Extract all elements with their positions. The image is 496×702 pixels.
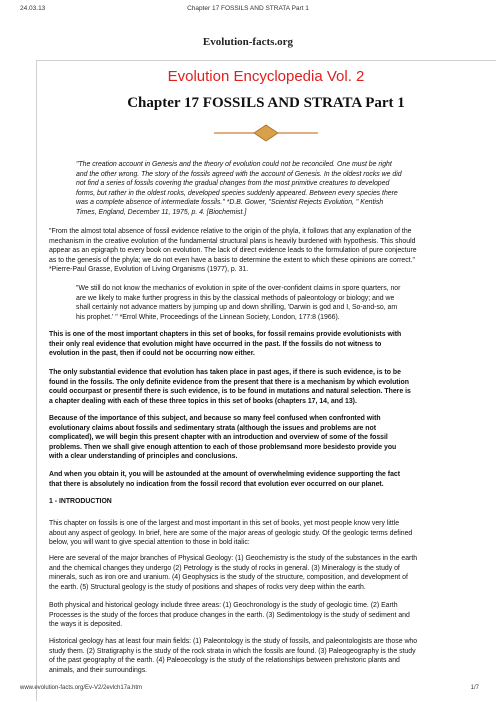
- text-line: Here are several of the major branches of Physical Geology: (1) Geochemistry is the study of the substances in the earth: [49, 555, 418, 562]
- text-line: the earth. (5) Structural geology is the study of positions and shapes of rocks very deep within the earth.: [49, 583, 366, 591]
- intro-paragraph-1: [49, 519, 496, 548]
- text-line: and the chemical changes they undergo (2) Petrology is the study of rocks in general. (3) Mineralogy is the study of: [49, 564, 400, 572]
- text-line: mechanism in the creative evolution of the fundamental structural plans is heavily burdened with hypothesis. This should: [49, 237, 416, 245]
- print-date: 24.03.13: [20, 5, 46, 12]
- text-line: could occurpast or presentif there is such evidence, is to be found in mutations and natural selection. There is: [49, 388, 411, 395]
- text-line: study them. (2) Stratigraphy is the study of the rock strata in which the fossils are found. (3) Paleogeography is the study: [49, 647, 416, 655]
- text-line: a chapter dealing with each of these three topics in this set of books (chapters 17, 14, and 13).: [49, 397, 357, 405]
- text-line: about any aspect of geology. In brief, here are some of the major areas of geologic study. Of the geologic terms defined: [49, 529, 413, 537]
- bold-paragraph-1: [49, 330, 496, 359]
- text-line: *Pierre-Paul Grasse, Evolution of Living Organisms (1977), p. 31.: [49, 266, 249, 273]
- chapter-title: Chapter 17 FOSSILS AND STRATA Part 1: [127, 95, 405, 111]
- text-line: This is one of the most important chapters in this set of books, for fossil remains provide evolutionists with: [49, 331, 402, 338]
- text-line: And when you obtain it, you will be astounded at the amount of overwhelming evidence supporting the fact: [49, 471, 401, 478]
- text-line: minerals, such as iron ore and uranium. (4) Geophysics is the study of the structure, composition, and development of: [49, 574, 408, 581]
- text-line: that there is absolutely no indication from the fossil record that evolution ever occurred on our planet.: [49, 480, 384, 488]
- text-line: Both physical and historical geology include three areas: (1) Geochronology is the study of geologic time. (2) Earth: [49, 602, 398, 609]
- quote-gower: [76, 160, 496, 217]
- text-line: shall certainly not advance matters by jumping up and down shrilling, 'Darwin is god and I, So-and-so, am: [76, 304, 398, 311]
- page-number: 1/7: [470, 685, 479, 691]
- text-line: below, you will want to give special attention to those in bold italic:: [49, 539, 250, 546]
- bold-paragraph-2: [49, 368, 496, 406]
- text-line: are we likely to make further progress in this by the classical methods of paleontology or biology; and we: [76, 294, 395, 302]
- text-line: and the other wrong. The story of the fossils agreed with the account of Genesis. In the oldest rocks we did: [76, 170, 402, 178]
- intro-paragraph-4: [49, 637, 496, 675]
- quote-grasse: [49, 227, 496, 275]
- text-line: of the past geography of the earth. (4) Paleoecology is the study of the relationships between prehistoric plants and: [49, 657, 400, 664]
- text-line: as to the genesis of the phyla; we do not even have a basis to determine the extent to which these opinions are correct.": [49, 256, 415, 264]
- section-heading: 1 - INTRODUCTION: [49, 498, 112, 505]
- bold-paragraph-3: [49, 414, 496, 462]
- text-line: with a clear understanding of principles and conclusions.: [49, 453, 238, 460]
- text-line: the ways it is deposited.: [49, 621, 123, 628]
- text-line: Times, England, December 11, 1975, p. 4. [Biochemist.]: [76, 208, 247, 216]
- text-line: found in the fossils. The only definite evidence from the present that there is a mechanism by which evolution: [49, 378, 409, 386]
- text-line: "We still do not know the mechanics of evolution in spite of the over-confident claims in spore quarters, nor: [76, 285, 401, 292]
- divider-diamond-icon: [254, 125, 278, 141]
- text-line: not find a series of fossils covering the gradual changes from the most primitive creatures to developed: [76, 180, 390, 187]
- text-line: "From the almost total absence of fossil evidence relative to the origin of the phyla, it follows that any explanation of the: [49, 228, 412, 235]
- text-line: forms, but rather in the oldest rocks, developed species suddenly appeared. Between every species there: [76, 189, 398, 197]
- text-line: evolutionary claims about fossils and sedimentary strata (although the issues and problems are not: [49, 424, 377, 432]
- footer-url[interactable]: www.evolution-facts.org/Ev-V2/2evlch17a.htm: [20, 685, 143, 691]
- intro-paragraph-3: [49, 601, 496, 630]
- text-line: problems. Then we shall give enough attention to each of those problemsand more besidesto provide you: [49, 443, 397, 451]
- text-line: was a complete absence of intermediate fossils." *D.B. Gower, "Scientist Rejects Evolution, " Kentish: [76, 199, 384, 206]
- text-line: animals, and their surroundings.: [49, 666, 148, 674]
- text-line: This chapter on fossils is one of the largest and most important in this set of books, yet most people know very little: [49, 520, 400, 527]
- text-line: their only real evidence that evolution might have occurred in the past. If the fossils do not witness to: [49, 340, 382, 348]
- ornament-divider: [214, 124, 318, 142]
- text-line: Historical geology has at least four main fields: (1) Paleontology is the study of fossils, and paleontologists are those who: [49, 638, 418, 645]
- text-line: his prophet.' " *Errol White, Proceedings of the Linnean Society, London, 177:8 (1966).: [76, 313, 340, 321]
- bold-paragraph-4: [49, 470, 496, 489]
- text-line: appear as an epigraph to every book on evolution. The lack of direct evidence leads to the formulation of pure conjecture: [49, 247, 417, 254]
- print-title: Chapter 17 FOSSILS AND STRATA Part 1: [187, 5, 309, 12]
- text-line: The only substantial evidence that evolution has taken place in past ages, if there is such evidence, is to be: [49, 369, 401, 376]
- text-line: Because of the importance of this subject, and because so many feel confused when confronted with: [49, 415, 381, 422]
- text-line: complicated), we will begin this present chapter with an introduction and overview of some of the fossil: [49, 434, 388, 441]
- encyclopedia-heading: Evolution Encyclopedia Vol. 2: [167, 68, 365, 85]
- text-line: evolution in the past, then if could not be occurring now either.: [49, 350, 255, 357]
- quote-white: [76, 284, 496, 322]
- text-line: "The creation account in Genesis and the theory of evolution could not be reconciled. One must be right: [76, 161, 392, 168]
- intro-paragraph-2: [49, 554, 496, 592]
- text-line: Processes is the study of the forces that produce changes in the earth. (3) Sedimentology is the study of sediment and: [49, 611, 410, 619]
- site-title[interactable]: Evolution-facts.org: [202, 36, 294, 48]
